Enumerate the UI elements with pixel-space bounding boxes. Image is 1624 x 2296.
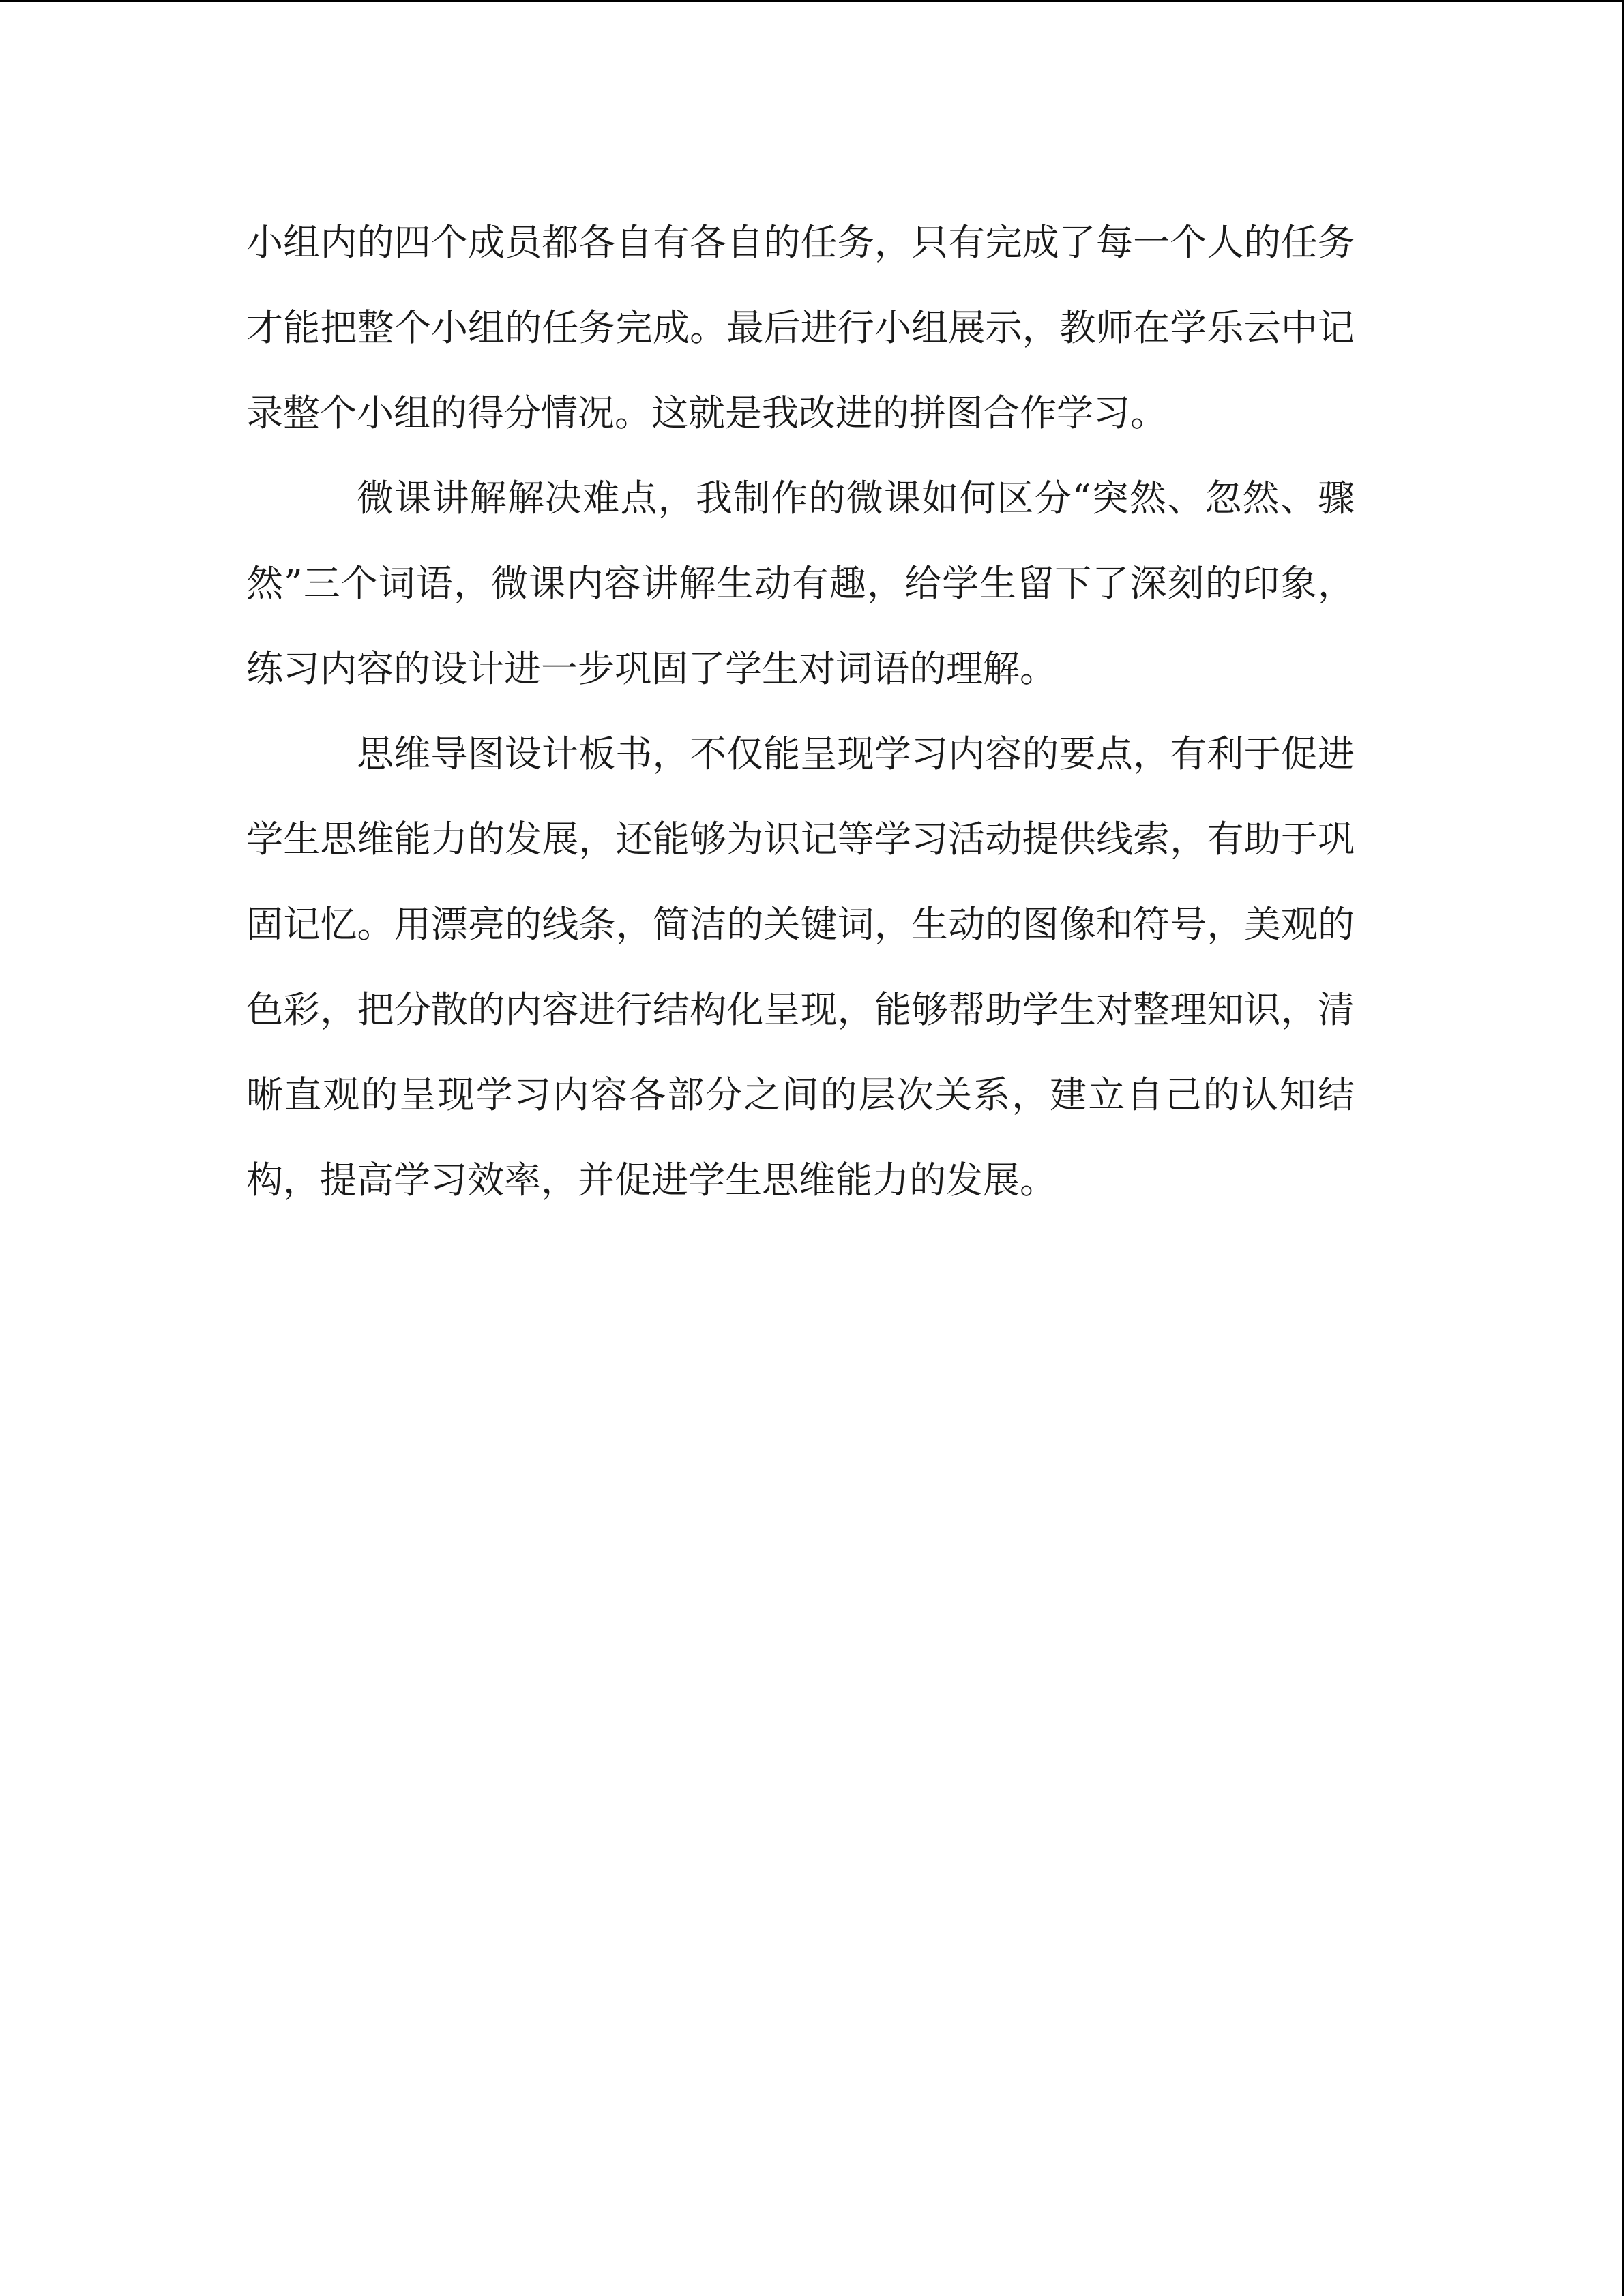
document-body [246, 200, 1355, 1223]
paragraph-micro-lesson: 微课讲解解决难点，我制作的微课如何区分“突然、忽然、骤然”三个词语，微课内容讲解生动有趣，给学生留下了深刻的印象，练习内容的设计进一步巩固了学生对词语的理解。 [246, 477, 1355, 690]
paragraph-mind-map: 思维导图设计板书，不仅能呈现学习内容的要点，有利于促进学生思维能力的发展，还能够为识记等学习活动提供线索，有助于巩固记忆。用漂亮的线条，简洁的关键词，生动的图像和符号，美观的色彩，把分散的内容进行结构化呈现，能够帮助学生对整理知识，清晰直观的呈现学习内容各部分之间的层次关系，建立自己的认知结构，提高学习效率，并促进学生思维能力的发展。 [246, 732, 1355, 1202]
paragraph-group-jigsaw: 小组内的四个成员都各自有各自的任务，只有完成了每一个人的任务才能把整个小组的任务完成。最后进行小组展示，教师在学乐云中记录整个小组的得分情况。这就是我改进的拼图合作学习。 [246, 221, 1355, 434]
